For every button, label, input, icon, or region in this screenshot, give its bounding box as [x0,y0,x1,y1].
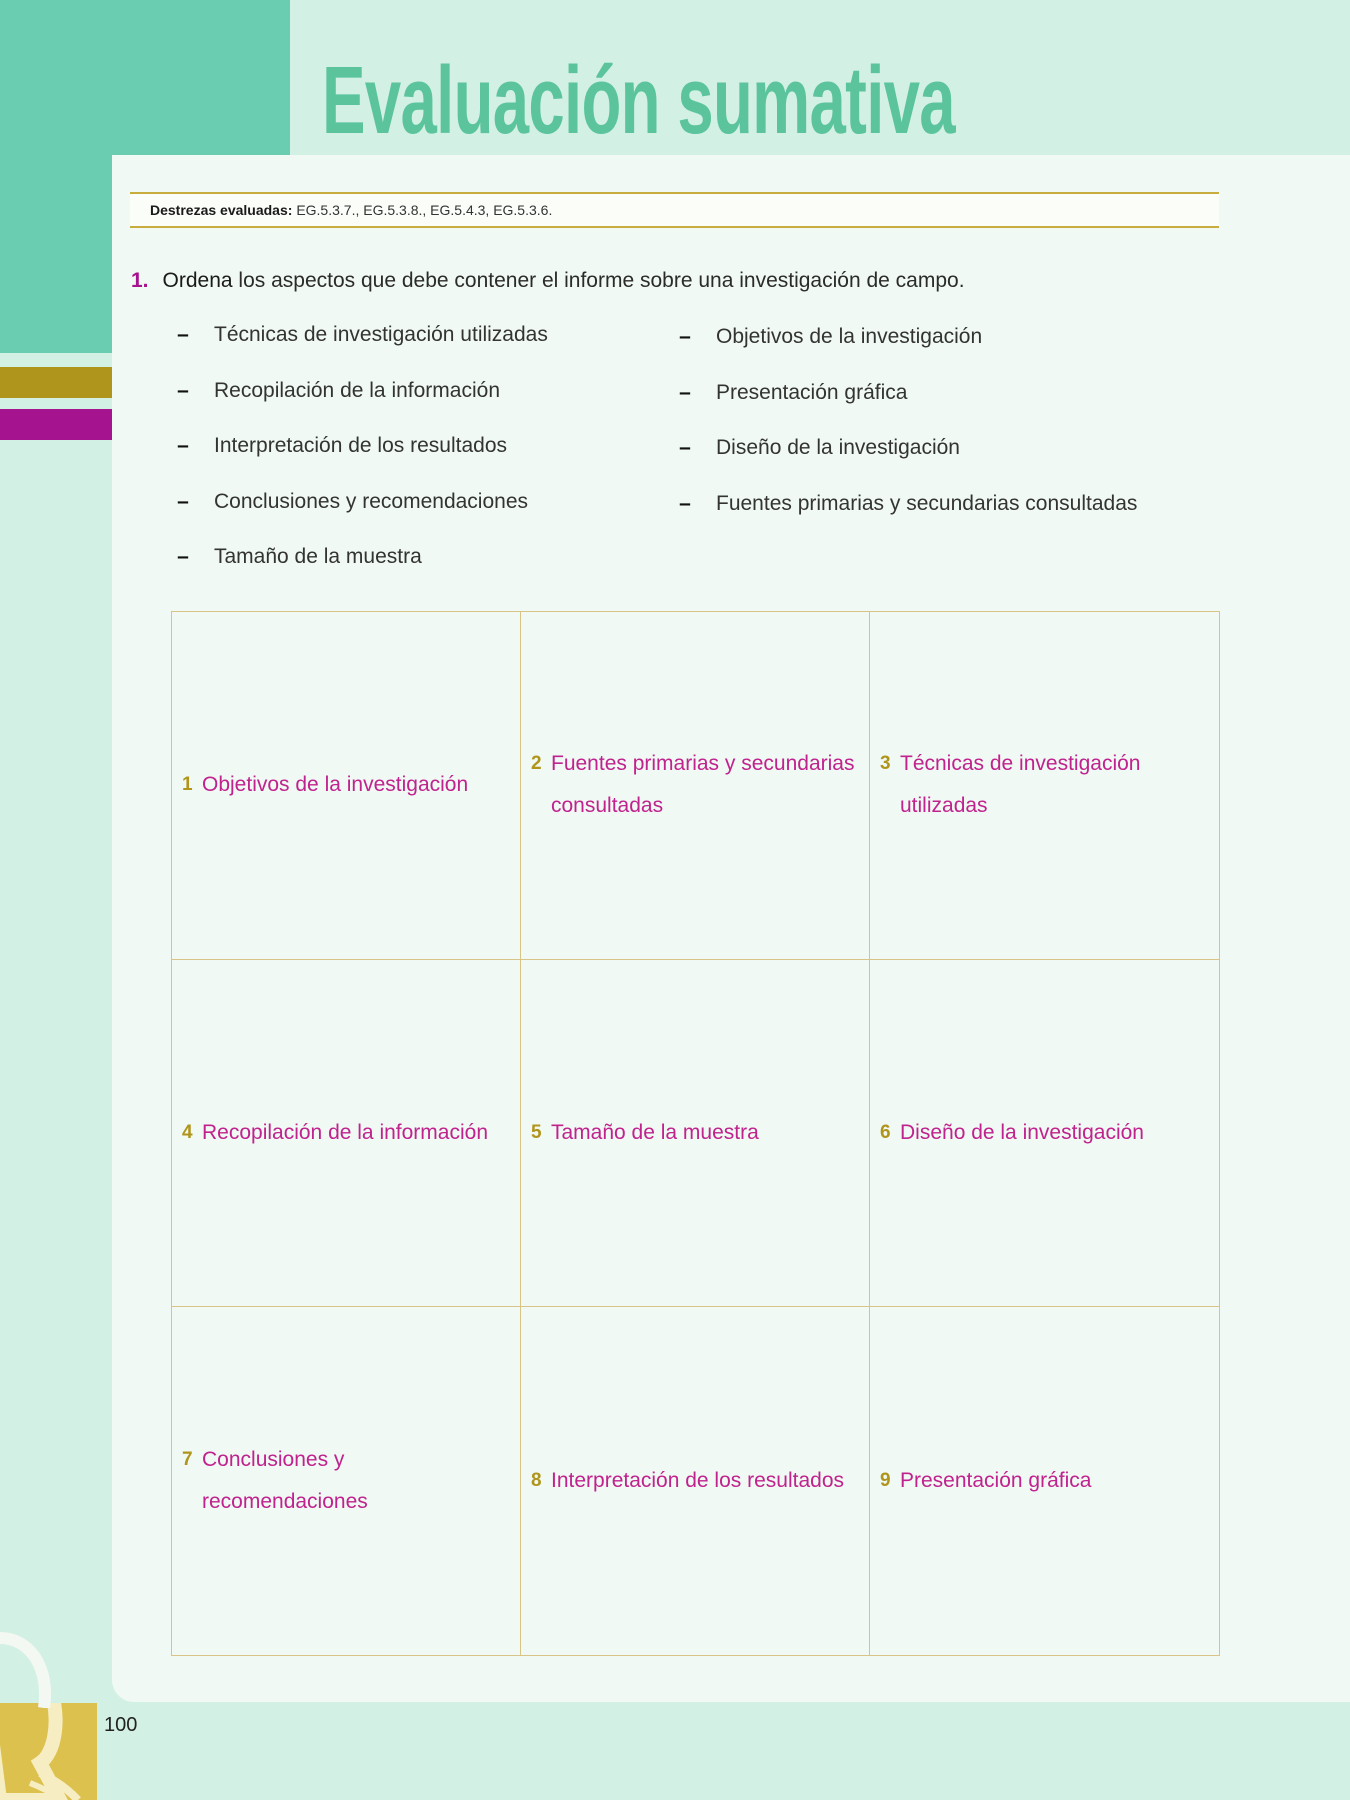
dash-bullet: – [679,436,691,459]
list-item: – Tamaño de la muestra [214,542,548,598]
list-item: – Diseño de la investigación [716,433,1137,489]
answer-number: 4 [182,1121,193,1143]
answer-number: 3 [880,753,891,775]
question-text: los aspectos que debe contener el informe sobre una investigación de campo. [238,269,965,292]
page-corner-tab [0,1703,97,1800]
answer-cell[interactable] [172,612,521,960]
items-list-right [679,322,1138,544]
answer-text: Técnicas de investigación utilizadas [900,752,1141,818]
answer-cell[interactable] [521,612,870,960]
answer-text: Fuentes primarias y secundarias consultadas [551,752,855,818]
answer-number: 2 [531,753,542,775]
side-gold-stripe [0,367,112,398]
skills-label: Destrezas evaluadas: [150,202,293,218]
answer-number: 7 [182,1449,193,1471]
answer-cell[interactable] [870,612,1219,960]
answer-grid [171,611,1220,1656]
answer-text: Presentación gráfica [900,1469,1092,1493]
question-statement [131,266,965,296]
answer-number: 8 [531,1470,542,1492]
answer-text: Diseño de la investigación [900,1120,1144,1144]
dash-bullet: – [177,545,189,568]
items-list-left [177,320,548,598]
page-number: 100 [104,1714,138,1736]
dash-bullet: – [679,325,691,348]
skills-value: EG.5.3.7., EG.5.3.8., EG.5.4.3, EG.5.3.6. [296,202,553,218]
lightbulb-icon [0,1703,97,1800]
dash-bullet: – [177,434,189,457]
dash-bullet: – [177,489,189,513]
answer-text: Conclusiones y recomendaciones [202,1448,368,1514]
answer-text: Recopilación de la información [202,1120,488,1144]
list-item: – Recopilación de la información [214,376,548,432]
answer-cell[interactable] [172,960,521,1308]
dash-bullet: – [679,380,691,404]
dash-bullet: – [177,323,189,346]
answer-text: Interpretación de los resultados [551,1469,845,1493]
question-number: 1. [131,269,149,292]
answer-number: 1 [182,774,193,796]
answer-text: Tamaño de la muestra [551,1120,759,1144]
answer-cell[interactable] [870,1307,1219,1655]
skills-bar [130,192,1219,228]
list-item: – Fuentes primarias y secundarias consultadas [716,489,1137,545]
answer-number: 6 [880,1121,891,1143]
answer-text: Objetivos de la investigación [202,773,469,797]
answer-cell[interactable] [521,1307,870,1655]
answer-cell[interactable] [870,960,1219,1308]
dash-bullet: – [679,491,691,515]
list-item: – Conclusiones y recomendaciones [214,487,548,543]
side-magenta-stripe [0,409,112,440]
list-item: – Interpretación de los resultados [214,431,548,487]
answer-cell[interactable] [172,1307,521,1655]
page-title: Evaluación sumativa [322,47,955,154]
question-verb: Ordena [162,269,233,292]
lightbulb-outline-icon [0,1628,60,1708]
answer-cell[interactable] [521,960,870,1308]
list-item: – Presentación gráfica [716,378,1137,434]
list-item: – Objetivos de la investigación [716,322,1137,378]
list-item: – Técnicas de investigación utilizadas [214,320,548,376]
answer-number: 9 [880,1470,891,1492]
dash-bullet: – [177,378,189,402]
answer-number: 5 [531,1121,542,1143]
